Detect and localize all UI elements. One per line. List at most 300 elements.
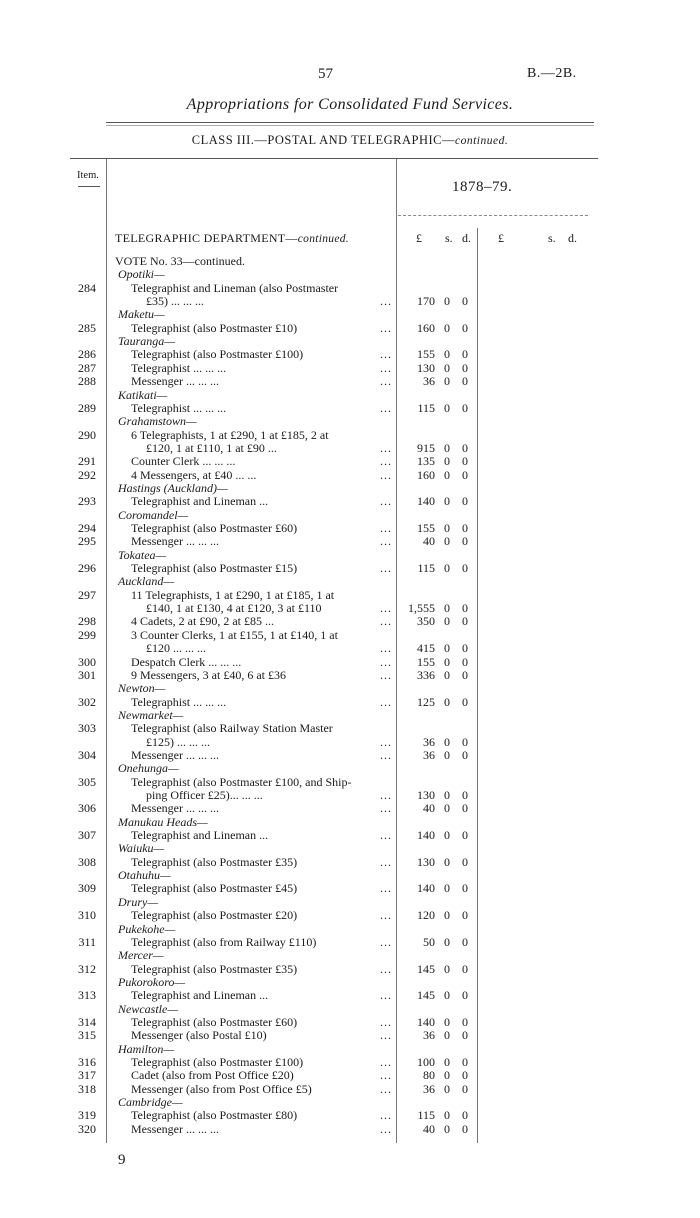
year-underline bbox=[398, 215, 588, 216]
amount-pence: 0 bbox=[462, 828, 468, 843]
amount-pence: 0 bbox=[462, 641, 468, 656]
amount-pounds: 140 bbox=[417, 1014, 435, 1029]
table-row bbox=[0, 828, 700, 842]
amount-pounds: 100 bbox=[417, 1055, 435, 1069]
table-row bbox=[0, 908, 700, 922]
item-description: £120 ... ... ... bbox=[146, 641, 206, 656]
amount-shillings: 0 bbox=[444, 614, 450, 629]
leader-dots: ... bbox=[380, 801, 392, 816]
item-number: 308 bbox=[78, 854, 96, 869]
department-heading bbox=[115, 231, 349, 246]
amount-shillings: 0 bbox=[444, 694, 450, 709]
table-row bbox=[0, 561, 700, 575]
item-description: VOTE No. 33—continued. bbox=[115, 254, 245, 268]
table-row bbox=[0, 441, 700, 455]
table-row bbox=[0, 1108, 700, 1122]
item-number: 288 bbox=[78, 374, 96, 389]
item-description: Counter Clerk ... ... ... bbox=[131, 454, 236, 469]
table-row bbox=[0, 601, 700, 615]
leader-dots: ... bbox=[380, 454, 392, 469]
item-number: 295 bbox=[78, 534, 96, 549]
item-description: Messenger ... ... ... bbox=[131, 1121, 219, 1136]
leader-dots: ... bbox=[380, 467, 392, 482]
amount-shillings: 0 bbox=[444, 1055, 450, 1069]
item-description: Telegraphist (also Postmaster £10) bbox=[131, 320, 298, 335]
item-description: Telegraphist (also Postmaster £15) bbox=[131, 561, 298, 576]
table-row bbox=[0, 801, 700, 815]
place-heading-row bbox=[0, 1095, 700, 1109]
amount-pence: 0 bbox=[462, 881, 468, 896]
amount-pence: 0 bbox=[462, 854, 468, 869]
table-row bbox=[0, 1068, 700, 1082]
leader-dots: ... bbox=[380, 988, 392, 1003]
amount-pence: 0 bbox=[462, 534, 468, 549]
item-header-underline bbox=[78, 186, 100, 187]
amount-shillings: 0 bbox=[444, 801, 450, 816]
item-description: 11 Telegraphists, 1 at £290, 1 at £185, 1 at bbox=[131, 587, 335, 602]
amount-pounds: 350 bbox=[417, 614, 435, 629]
place-name: Katikati— bbox=[118, 387, 168, 402]
amount-shillings: 0 bbox=[444, 1121, 450, 1136]
amount-pence: 0 bbox=[462, 561, 468, 576]
amount-pounds: 140 bbox=[417, 881, 435, 896]
amount-pence: 0 bbox=[462, 1028, 468, 1043]
amount-pounds: 120 bbox=[417, 908, 435, 923]
item-description: Despatch Clerk ... ... ... bbox=[131, 654, 242, 669]
amount-shillings: 0 bbox=[444, 561, 450, 576]
place-heading-row bbox=[0, 307, 700, 321]
amount-shillings: 0 bbox=[444, 374, 450, 389]
item-number: 304 bbox=[78, 747, 96, 762]
department-text: TELEGRAPHIC DEPARTMENT— bbox=[115, 231, 298, 245]
amount-shillings: 0 bbox=[444, 988, 450, 1003]
table-row bbox=[0, 534, 700, 548]
leader-dots: ... bbox=[380, 854, 392, 869]
leader-dots: ... bbox=[380, 521, 392, 535]
shillings-header-1: s. bbox=[445, 231, 453, 245]
table-row bbox=[0, 988, 700, 1002]
place-name: Hamilton— bbox=[118, 1041, 175, 1056]
leader-dots: ... bbox=[380, 374, 392, 389]
place-heading-row bbox=[0, 414, 700, 428]
place-name: Onehunga— bbox=[118, 761, 179, 776]
amount-pence: 0 bbox=[462, 454, 468, 469]
place-name: Pukorokoro— bbox=[118, 974, 186, 989]
item-description: Telegraphist and Lineman ... bbox=[131, 494, 269, 509]
item-number: 307 bbox=[78, 828, 96, 843]
place-name: Pukekohe— bbox=[118, 921, 176, 936]
place-heading-row bbox=[0, 481, 700, 495]
place-name: Otahuhu— bbox=[118, 868, 171, 883]
item-description: Telegraphist ... ... ... bbox=[131, 400, 227, 415]
amount-shillings: 0 bbox=[444, 654, 450, 669]
table-row bbox=[0, 735, 700, 749]
item-number: 299 bbox=[78, 627, 96, 642]
item-description: £35) ... ... ... bbox=[146, 294, 204, 309]
item-description: 4 Messengers, at £40 ... ... bbox=[131, 467, 257, 482]
table-row bbox=[0, 321, 700, 335]
item-number: 316 bbox=[78, 1055, 96, 1069]
amount-pence: 0 bbox=[462, 1014, 468, 1029]
leader-dots: ... bbox=[380, 601, 392, 616]
table-row bbox=[0, 641, 700, 655]
amount-pence: 0 bbox=[462, 440, 468, 455]
item-description: Messenger (also Postal £10) bbox=[131, 1028, 267, 1043]
place-heading-row bbox=[0, 267, 700, 281]
item-number: 290 bbox=[78, 427, 96, 442]
table-row bbox=[0, 1028, 700, 1042]
table-row bbox=[0, 254, 700, 268]
table-row bbox=[0, 401, 700, 415]
pence-header-1: d. bbox=[462, 231, 471, 245]
amount-shillings: 0 bbox=[444, 854, 450, 869]
leader-dots: ... bbox=[380, 400, 392, 415]
place-name: Mercer— bbox=[118, 948, 164, 963]
amount-shillings: 0 bbox=[444, 788, 450, 802]
amount-shillings: 0 bbox=[444, 521, 450, 535]
table-row bbox=[0, 588, 700, 602]
amount-shillings: 0 bbox=[444, 601, 450, 616]
item-description: Telegraphist and Lineman ... bbox=[131, 988, 269, 1003]
item-description: £125) ... ... ... bbox=[146, 734, 210, 749]
amount-shillings: 0 bbox=[444, 1068, 450, 1083]
amount-pounds: 36 bbox=[423, 1081, 435, 1096]
document-reference: B.—2B. bbox=[527, 66, 577, 81]
leader-dots: ... bbox=[380, 641, 392, 656]
amount-pounds: 155 bbox=[417, 654, 435, 669]
amount-pounds: 115 bbox=[417, 561, 435, 576]
amount-pounds: 130 bbox=[417, 360, 435, 375]
leader-dots: ... bbox=[380, 347, 392, 362]
item-description: Telegraphist (also Railway Station Master bbox=[131, 721, 333, 736]
item-description: Messenger ... ... ... bbox=[131, 534, 219, 549]
place-heading-row bbox=[0, 948, 700, 962]
amount-pence: 0 bbox=[462, 908, 468, 923]
amount-pounds: 36 bbox=[423, 747, 435, 762]
leader-dots: ... bbox=[380, 294, 392, 309]
amount-shillings: 0 bbox=[444, 467, 450, 482]
amount-pounds: 130 bbox=[417, 788, 435, 802]
amount-pence: 0 bbox=[462, 467, 468, 482]
table-row bbox=[0, 962, 700, 976]
item-description: Messenger ... ... ... bbox=[131, 374, 219, 389]
item-number: 305 bbox=[78, 774, 96, 789]
item-number: 310 bbox=[78, 908, 96, 923]
amount-pounds: 160 bbox=[417, 320, 435, 335]
amount-pounds: 145 bbox=[417, 988, 435, 1003]
amount-shillings: 0 bbox=[444, 881, 450, 896]
table-row bbox=[0, 361, 700, 375]
leader-dots: ... bbox=[380, 747, 392, 762]
place-heading-row bbox=[0, 868, 700, 882]
item-description: £140, 1 at £130, 4 at £120, 3 at £110 bbox=[146, 601, 322, 616]
amount-pence: 0 bbox=[462, 801, 468, 816]
amount-pence: 0 bbox=[462, 747, 468, 762]
place-heading-row bbox=[0, 681, 700, 695]
amount-pence: 0 bbox=[462, 654, 468, 669]
item-description: ping Officer £25)... ... ... bbox=[146, 788, 263, 802]
amount-shillings: 0 bbox=[444, 961, 450, 976]
item-description: Telegraphist (also Postmaster £100) bbox=[131, 1055, 304, 1069]
amount-pounds: 140 bbox=[417, 828, 435, 843]
page-number: 57 bbox=[318, 66, 333, 82]
amount-pounds: 170 bbox=[417, 294, 435, 309]
item-description: Telegraphist and Lineman (also Postmaster bbox=[131, 280, 339, 295]
department-suffix: continued. bbox=[297, 233, 349, 245]
item-number: 296 bbox=[78, 561, 96, 576]
table-row bbox=[0, 294, 700, 308]
leader-dots: ... bbox=[380, 788, 392, 802]
item-description: £120, 1 at £110, 1 at £90 ... bbox=[146, 440, 277, 455]
item-column-header: Item. bbox=[77, 170, 99, 181]
table-row bbox=[0, 1015, 700, 1029]
amount-pence: 0 bbox=[462, 1108, 468, 1123]
amount-pounds: 115 bbox=[417, 1108, 435, 1123]
item-description: Telegraphist ... ... ... bbox=[131, 360, 227, 375]
item-number: 300 bbox=[78, 654, 96, 669]
table-row bbox=[0, 347, 700, 361]
item-description: Messenger ... ... ... bbox=[131, 801, 219, 816]
item-description: Telegraphist (also Postmaster £100, and Ship- bbox=[131, 774, 352, 789]
leader-dots: ... bbox=[380, 534, 392, 549]
amount-pence: 0 bbox=[462, 1068, 468, 1083]
item-number: 301 bbox=[78, 667, 96, 682]
item-number: 286 bbox=[78, 347, 96, 362]
table-row bbox=[0, 748, 700, 762]
table-row bbox=[0, 775, 700, 789]
amount-shillings: 0 bbox=[444, 828, 450, 843]
table-top-rule bbox=[70, 158, 598, 159]
leader-dots: ... bbox=[380, 440, 392, 455]
item-description: 9 Messengers, 3 at £40, 6 at £36 bbox=[131, 667, 286, 682]
place-name: Drury— bbox=[118, 894, 159, 909]
amount-pounds: 40 bbox=[423, 1121, 435, 1136]
place-name: Waiuku— bbox=[118, 841, 165, 856]
amount-pence: 0 bbox=[462, 494, 468, 509]
item-description: Telegraphist (also Postmaster £80) bbox=[131, 1108, 298, 1123]
place-heading-row bbox=[0, 1002, 700, 1016]
table-row bbox=[0, 454, 700, 468]
item-number: 292 bbox=[78, 467, 96, 482]
table-row bbox=[0, 788, 700, 802]
place-name: Newton— bbox=[118, 681, 166, 696]
item-description: Telegraphist (also from Railway £110) bbox=[131, 934, 317, 949]
amount-pounds: 125 bbox=[417, 694, 435, 709]
place-name: Grahamstown— bbox=[118, 414, 197, 429]
place-name: Cambridge— bbox=[118, 1095, 183, 1110]
amount-pence: 0 bbox=[462, 360, 468, 375]
place-heading-row bbox=[0, 761, 700, 775]
amount-shillings: 0 bbox=[444, 934, 450, 949]
place-heading-row bbox=[0, 508, 700, 522]
amount-shillings: 0 bbox=[444, 454, 450, 469]
amount-pence: 0 bbox=[462, 694, 468, 709]
amount-shillings: 0 bbox=[444, 534, 450, 549]
amount-pence: 0 bbox=[462, 934, 468, 949]
item-description: Telegraphist ... ... ... bbox=[131, 694, 227, 709]
leader-dots: ... bbox=[380, 320, 392, 335]
place-heading-row bbox=[0, 922, 700, 936]
table-row bbox=[0, 374, 700, 388]
item-number: 284 bbox=[78, 280, 96, 295]
amount-pounds: 36 bbox=[423, 1028, 435, 1043]
item-number: 314 bbox=[78, 1014, 96, 1029]
table-row bbox=[0, 695, 700, 709]
item-description: 6 Telegraphists, 1 at £290, 1 at £185, 2 at bbox=[131, 427, 329, 442]
amount-shillings: 0 bbox=[444, 734, 450, 749]
item-number: 318 bbox=[78, 1081, 96, 1096]
place-name: Opotiki— bbox=[118, 267, 165, 282]
amount-shillings: 0 bbox=[444, 400, 450, 415]
item-number: 320 bbox=[78, 1121, 96, 1136]
amount-shillings: 0 bbox=[444, 1028, 450, 1043]
amount-pounds: 160 bbox=[417, 467, 435, 482]
item-number: 303 bbox=[78, 721, 96, 736]
amount-shillings: 0 bbox=[444, 320, 450, 335]
leader-dots: ... bbox=[380, 828, 392, 843]
leader-dots: ... bbox=[380, 614, 392, 629]
amount-pence: 0 bbox=[462, 320, 468, 335]
place-heading-row bbox=[0, 841, 700, 855]
amount-pounds: 40 bbox=[423, 534, 435, 549]
table-row bbox=[0, 721, 700, 735]
table-row bbox=[0, 881, 700, 895]
leader-dots: ... bbox=[380, 1108, 392, 1123]
page-title: Appropriations for Consolidated Fund Services. bbox=[186, 96, 514, 113]
item-description: Messenger (also from Post Office £5) bbox=[131, 1081, 312, 1096]
item-description: Telegraphist (also Postmaster £100) bbox=[131, 347, 304, 362]
amount-pence: 0 bbox=[462, 294, 468, 309]
table-row bbox=[0, 281, 700, 295]
item-number: 313 bbox=[78, 988, 96, 1003]
amount-pounds: 50 bbox=[423, 934, 435, 949]
place-name: Auckland— bbox=[118, 574, 174, 589]
amount-pounds: 415 bbox=[417, 641, 435, 656]
item-number: 309 bbox=[78, 881, 96, 896]
amount-pounds: 80 bbox=[423, 1068, 435, 1083]
place-name: Tauranga— bbox=[118, 334, 175, 349]
amount-pounds: 145 bbox=[417, 961, 435, 976]
class-title bbox=[0, 133, 700, 148]
amount-shillings: 0 bbox=[444, 1108, 450, 1123]
item-description: Telegraphist (also Postmaster £45) bbox=[131, 881, 298, 896]
item-number: 312 bbox=[78, 961, 96, 976]
leader-dots: ... bbox=[380, 360, 392, 375]
place-name: Hastings (Auckland)— bbox=[118, 480, 228, 495]
item-description: Telegraphist (also Postmaster £60) bbox=[131, 1014, 298, 1029]
place-heading-row bbox=[0, 708, 700, 722]
table-row bbox=[0, 428, 700, 442]
amount-pence: 0 bbox=[462, 601, 468, 616]
pounds-header-2: £ bbox=[498, 231, 504, 245]
amount-shillings: 0 bbox=[444, 908, 450, 923]
table-row bbox=[0, 1122, 700, 1136]
amount-pence: 0 bbox=[462, 1055, 468, 1069]
leader-dots: ... bbox=[380, 908, 392, 923]
place-name: Maketu— bbox=[118, 307, 165, 322]
table-row bbox=[0, 494, 700, 508]
leader-dots: ... bbox=[380, 734, 392, 749]
leader-dots: ... bbox=[380, 1055, 392, 1069]
place-heading-row bbox=[0, 815, 700, 829]
amount-pence: 0 bbox=[462, 1081, 468, 1096]
leader-dots: ... bbox=[380, 654, 392, 669]
amount-pence: 0 bbox=[462, 734, 468, 749]
item-number: 287 bbox=[78, 360, 96, 375]
place-name: Coromandel— bbox=[118, 507, 189, 522]
amount-shillings: 0 bbox=[444, 347, 450, 362]
pence-header-2: d. bbox=[568, 231, 577, 245]
amount-pounds: 1,555 bbox=[408, 601, 435, 616]
table-row bbox=[0, 935, 700, 949]
table-row bbox=[0, 628, 700, 642]
table-row bbox=[0, 521, 700, 535]
place-heading-row bbox=[0, 548, 700, 562]
item-number: 289 bbox=[78, 400, 96, 415]
amount-pence: 0 bbox=[462, 1121, 468, 1136]
amount-pounds: 36 bbox=[423, 734, 435, 749]
table-row bbox=[0, 468, 700, 482]
item-description: 4 Cadets, 2 at £90, 2 at £85 ... bbox=[131, 614, 274, 629]
amount-pounds: 915 bbox=[417, 440, 435, 455]
item-description: 3 Counter Clerks, 1 at £155, 1 at £140, 1 at bbox=[131, 627, 338, 642]
item-description: Messenger ... ... ... bbox=[131, 747, 219, 762]
leader-dots: ... bbox=[380, 494, 392, 509]
pounds-header-1: £ bbox=[416, 231, 422, 245]
place-name: Manukau Heads— bbox=[118, 814, 208, 829]
table-row bbox=[0, 614, 700, 628]
item-number: 317 bbox=[78, 1068, 96, 1083]
place-name: Tokatea— bbox=[118, 547, 167, 562]
place-heading-row bbox=[0, 1042, 700, 1056]
item-number: 297 bbox=[78, 587, 96, 602]
amount-pence: 0 bbox=[462, 788, 468, 802]
title-rule-bottom bbox=[106, 125, 594, 126]
place-heading-row bbox=[0, 975, 700, 989]
leader-dots: ... bbox=[380, 1014, 392, 1029]
item-description: Telegraphist (also Postmaster £60) bbox=[131, 521, 298, 535]
item-number: 315 bbox=[78, 1028, 96, 1043]
class-title-suffix: continued. bbox=[455, 135, 509, 147]
item-description: Telegraphist (also Postmaster £35) bbox=[131, 854, 298, 869]
item-description: Cadet (also from Post Office £20) bbox=[131, 1068, 294, 1083]
leader-dots: ... bbox=[380, 561, 392, 576]
amount-pounds: 40 bbox=[423, 801, 435, 816]
amount-shillings: 0 bbox=[444, 1014, 450, 1029]
year-header: 1878–79. bbox=[452, 179, 513, 195]
leader-dots: ... bbox=[380, 667, 392, 682]
table-row bbox=[0, 668, 700, 682]
leader-dots: ... bbox=[380, 881, 392, 896]
leader-dots: ... bbox=[380, 694, 392, 709]
place-heading-row bbox=[0, 574, 700, 588]
leader-dots: ... bbox=[380, 1121, 392, 1136]
amount-shillings: 0 bbox=[444, 440, 450, 455]
class-title-text: CLASS III.—POSTAL AND TELEGRAPHIC— bbox=[191, 133, 455, 147]
leader-dots: ... bbox=[380, 1081, 392, 1096]
sheet-number: 9 bbox=[118, 1152, 126, 1168]
amount-pounds: 336 bbox=[417, 667, 435, 682]
table-row bbox=[0, 855, 700, 869]
amount-pence: 0 bbox=[462, 347, 468, 362]
amount-pounds: 115 bbox=[417, 400, 435, 415]
amount-pence: 0 bbox=[462, 400, 468, 415]
item-description: Telegraphist (also Postmaster £35) bbox=[131, 961, 298, 976]
amount-pounds: 155 bbox=[417, 521, 435, 535]
place-name: Newcastle— bbox=[118, 1001, 178, 1016]
amount-shillings: 0 bbox=[444, 494, 450, 509]
title-rule-top bbox=[106, 122, 594, 123]
